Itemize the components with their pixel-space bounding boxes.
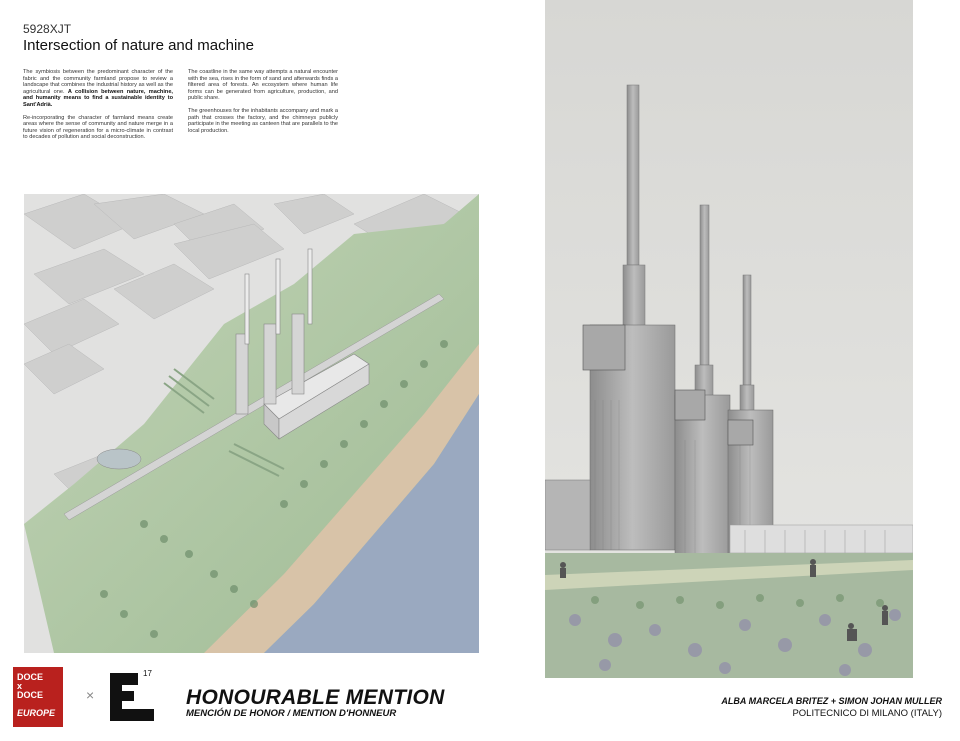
- award-title: HONOURABLE MENTION: [186, 686, 445, 709]
- paragraph-1: [23, 69, 173, 109]
- doce-line-1: DOCE: [17, 672, 44, 682]
- paragraph-4: The greenhouses for the inhabitants accompany and mark a path that crosses the factory, and the chimneys publicly participate in the meeting as canteen that are parallels to the local production.: [188, 107, 338, 134]
- aerial-axonometric-image: [24, 194, 479, 653]
- doce-x-doce-logo: [13, 667, 63, 727]
- e17-logo-icon: [110, 673, 154, 721]
- paragraph-2: Re-incorporating the character of farmland means create areas where the sense of community and nature merge in a future vision of regeneration for a micro-climate in contrast to decades of pollution and social deconstruction.: [23, 114, 173, 141]
- e17-number: 17: [143, 669, 152, 678]
- school: POLITECNICO DI MILANO (ITALY): [792, 708, 942, 719]
- paragraph-3b: An ecosystem where human life forms can be generated from agriculture, production, and public share.: [188, 82, 338, 102]
- doce-x: x: [17, 681, 23, 691]
- text-column-1: [23, 69, 173, 147]
- project-title: Intersection of nature and machine: [23, 37, 254, 54]
- doce-logo-text: [17, 673, 59, 700]
- cross-icon: ×: [86, 687, 95, 703]
- authors: ALBA MARCELA BRITEZ + SIMON JOHAN MULLER: [721, 696, 942, 706]
- paragraph-1-bold: A collision between nature, machine, and humanity means to find a sustainable identity to Sant'Adrià.: [23, 88, 173, 108]
- perspective-render-image: [545, 0, 913, 678]
- award-subtitle: MENCIÓN DE HONOR / MENTION D'HONNEUR: [186, 708, 397, 719]
- paragraph-3: [188, 69, 338, 102]
- project-code: 5928XJT: [23, 22, 72, 36]
- doce-europe-label: EUROPE: [17, 708, 56, 718]
- text-column-2: [188, 69, 338, 140]
- paragraph-1-text: The symbiosis between the predominant character of the fabric and the community farmland propose to review a landscape that combines the industrial history as well as the agricultural one.: [23, 69, 173, 95]
- paragraph-3a: The coastline in the same way attempts a natural encounter with the sea, rises in the form of sand and afterwards finds a filtered area of forests.: [188, 69, 338, 89]
- doce-line-2: DOCE: [17, 690, 44, 700]
